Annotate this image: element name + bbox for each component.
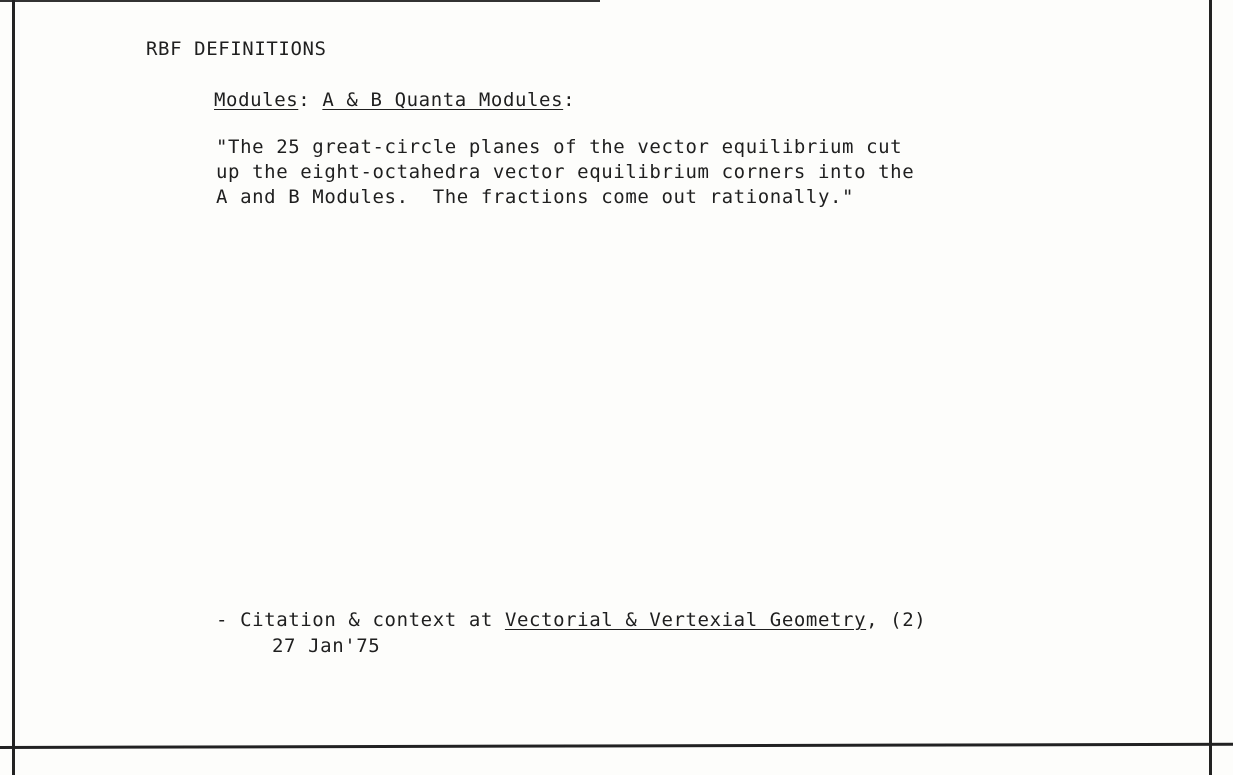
card-border-top: [0, 0, 600, 2]
definition-subject: [214, 88, 575, 112]
term-label: Modules: [214, 89, 299, 111]
subterm-label: A & B Quanta Modules: [322, 89, 564, 111]
quote-line: A and B Modules. The fractions come out rationally.": [216, 186, 855, 208]
subterm-suffix: :: [563, 89, 576, 111]
quote-line: up the eight-octahedra vector equilibrium corners into the: [216, 161, 915, 183]
card-border-bottom: [0, 743, 1233, 749]
card-border-left: [12, 0, 15, 775]
term-separator: :: [298, 89, 323, 111]
citation-line: [216, 608, 926, 632]
citation-suffix: , (2): [866, 609, 927, 631]
card-header: RBF DEFINITIONS: [146, 38, 327, 60]
quote-line: "The 25 great-circle planes of the vector equilibrium cut: [216, 136, 903, 158]
citation-prefix: - Citation & context at: [216, 609, 505, 631]
citation-source: Vectorial & Vertexial Geometry: [504, 609, 867, 631]
citation-date: 27 Jan'75: [272, 635, 381, 657]
card-border-right: [1209, 0, 1212, 775]
